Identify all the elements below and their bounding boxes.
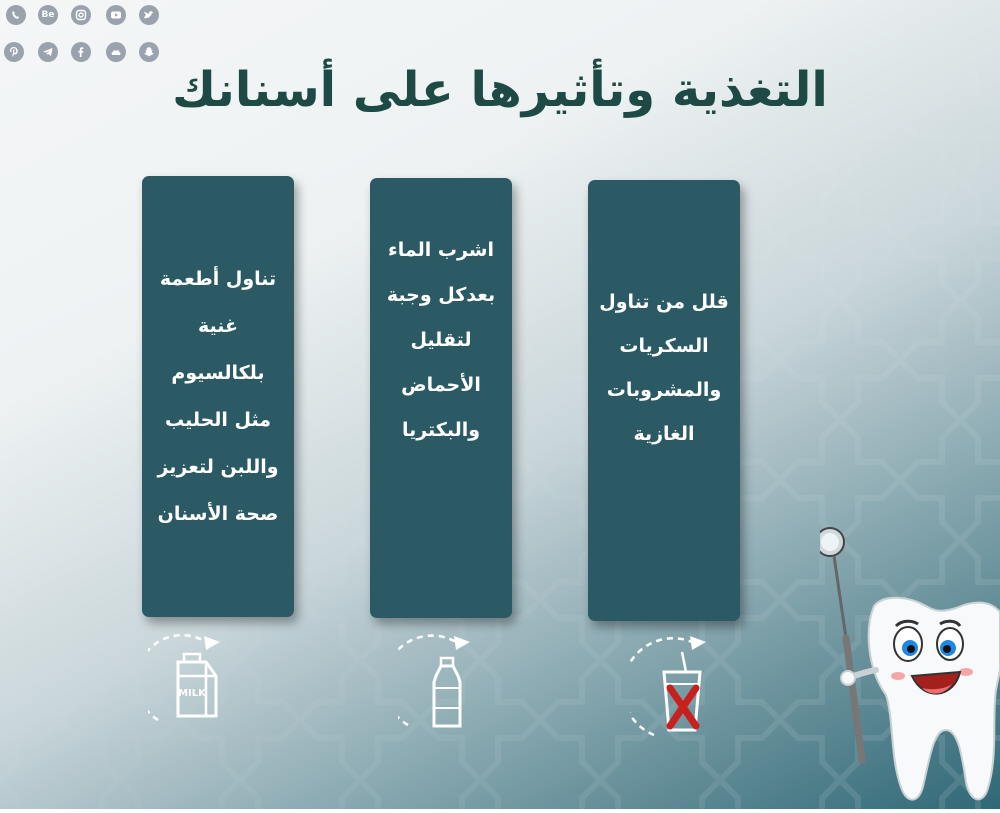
no-soda-icon [630, 630, 730, 740]
pinterest-icon[interactable] [4, 42, 24, 62]
sugar-card-text: قلل من تناول السكريات والمشروبات الغازية [599, 291, 729, 445]
calcium-card-text: تناول أطعمة غنية بلكالسيوم مثل الحليب واللبن لتعزيز صحة الأسنان [157, 267, 279, 525]
instagram-icon[interactable] [71, 5, 91, 25]
milk-label: MILK [178, 688, 206, 699]
twitter-icon[interactable] [139, 5, 159, 25]
sugar-card [588, 180, 740, 621]
milk-icon [148, 630, 248, 740]
tooth-mascot-illustration [820, 520, 1000, 809]
page-title: التغذية وتأثيرها على أسنانك [172, 62, 828, 118]
water-card [370, 178, 512, 618]
telegram-icon[interactable] [38, 42, 58, 62]
social-icons [0, 0, 170, 70]
whatsapp-icon[interactable] [6, 5, 26, 25]
calcium-card [142, 176, 294, 617]
behance-icon[interactable]: Be [38, 5, 58, 25]
cloud-icon[interactable] [106, 42, 126, 62]
youtube-icon[interactable] [106, 5, 126, 25]
snapchat-icon[interactable] [139, 42, 159, 62]
water-card-text: اشرب الماء بعدكل وجبة لتقليل الأحماض والبكتريا [386, 239, 496, 441]
facebook-icon[interactable] [71, 42, 91, 62]
water-bottle-icon [398, 630, 498, 740]
